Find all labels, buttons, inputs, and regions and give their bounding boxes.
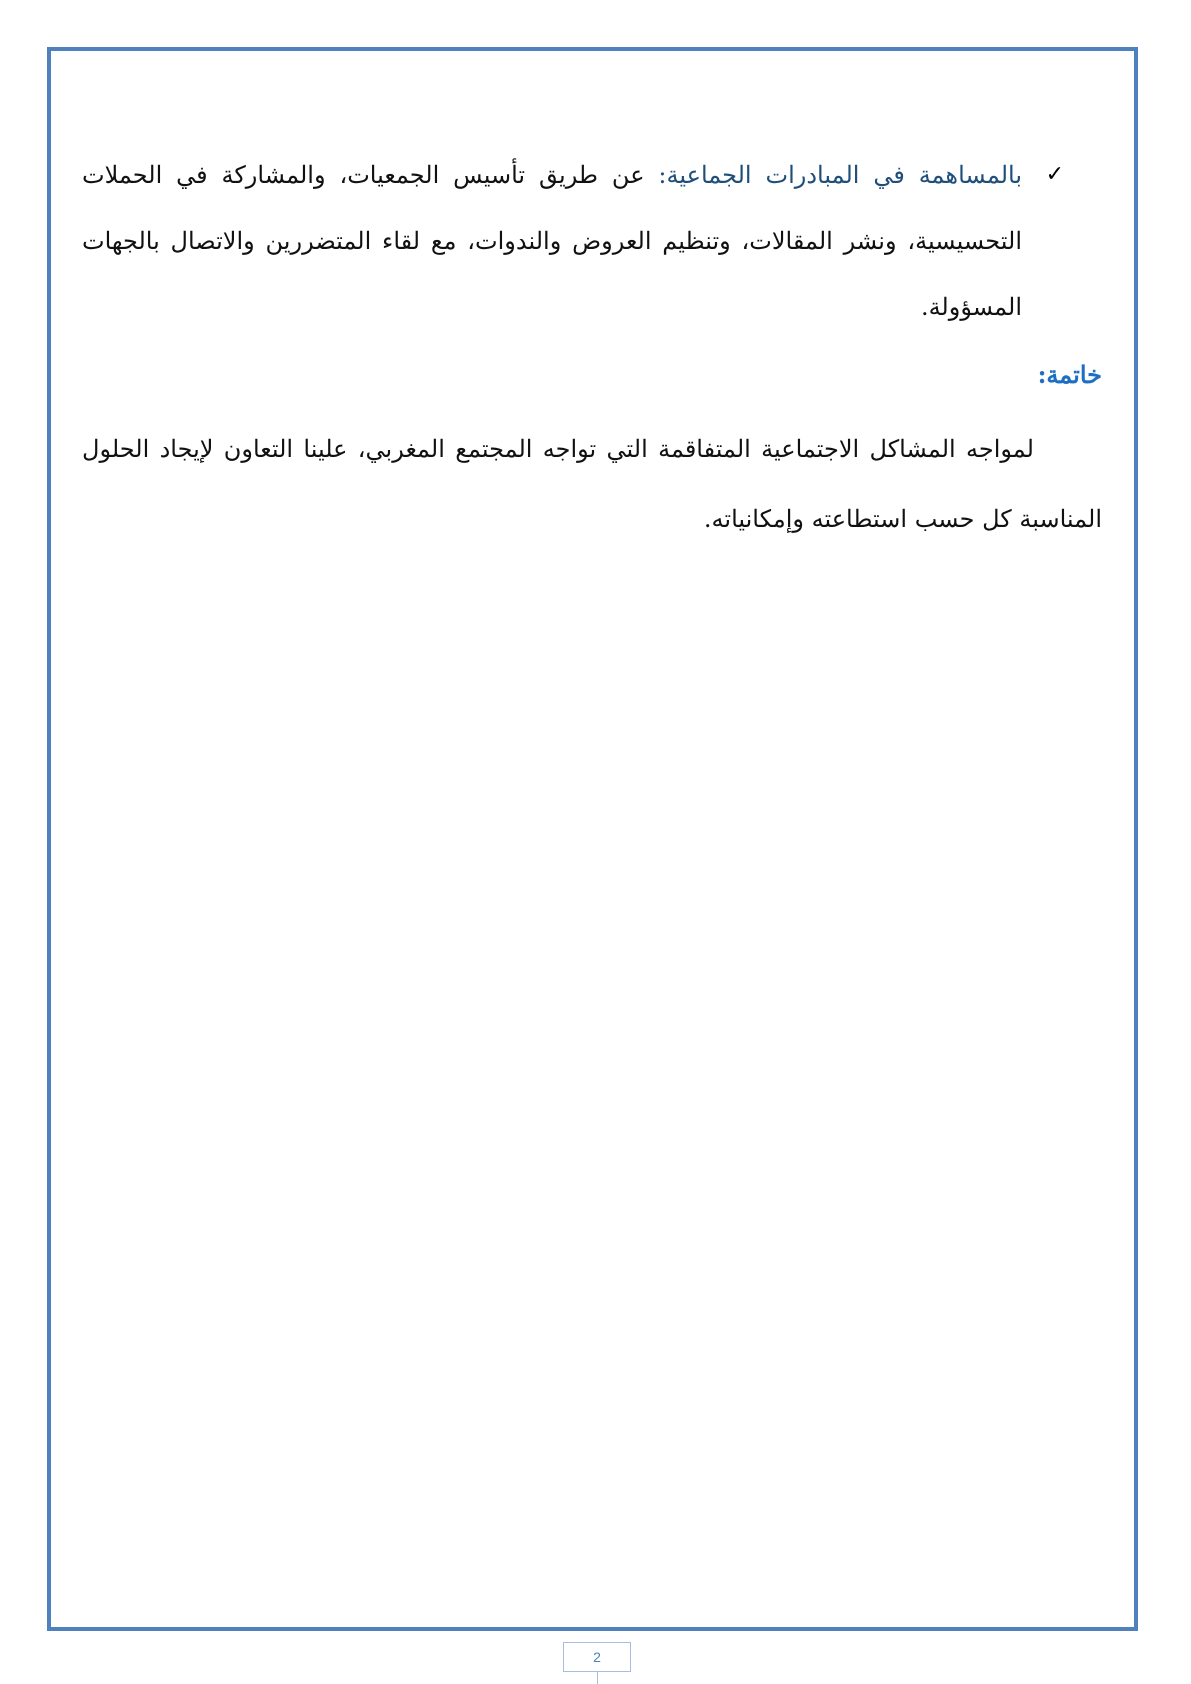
bullet-label: بالمساهمة في المبادرات الجماعية: bbox=[658, 161, 1022, 189]
bullet-item bbox=[82, 142, 1102, 340]
bullet-text: عن طريق تأسيس الجمعيات، والمشاركة في الحملات التحسيسية، ونشر المقالات، وتنظيم العروض والندوات، مع لقاء المتضررين والاتصال بالجهات المسؤولة. bbox=[82, 161, 1022, 321]
footer-connector-line bbox=[597, 1672, 598, 1684]
page-number: 2 bbox=[563, 1642, 631, 1672]
check-icon: ✓ bbox=[1045, 162, 1064, 187]
conclusion-paragraph: لمواجه المشاكل الاجتماعية المتفاقمة التي تواجه المجتمع المغربي، علينا التعاون لإيجاد الحلول المناسبة كل حسب استطاعته وإمكانياته. bbox=[82, 435, 1102, 533]
conclusion-heading: خاتمة: bbox=[1037, 360, 1102, 389]
page-content bbox=[82, 142, 1102, 554]
